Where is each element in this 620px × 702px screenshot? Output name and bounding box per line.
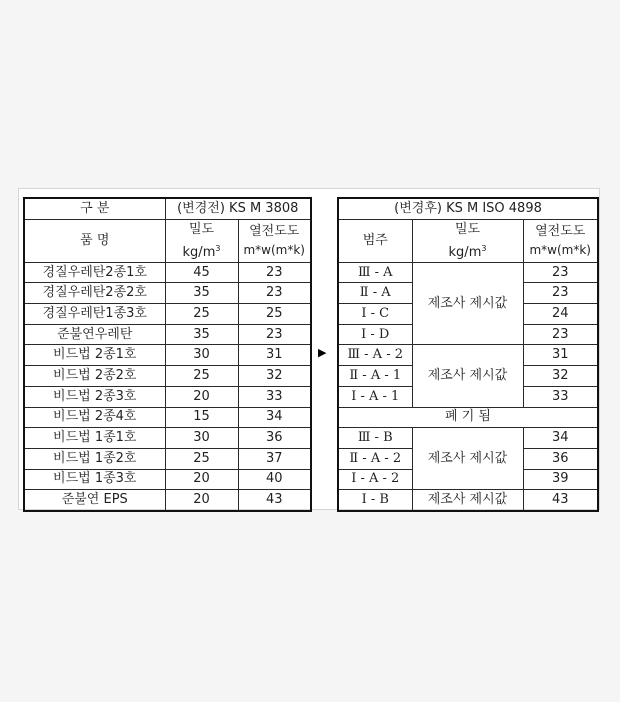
before-table	[23, 197, 312, 512]
table-row: Ⅱ - A - 2 36	[338, 448, 598, 469]
arrow-right-icon: ▶	[318, 346, 327, 359]
col-density: 밀도 $kg/m^3$	[165, 219, 238, 262]
table-row: Ⅰ - B 제조사 제시값 43	[338, 490, 598, 511]
table-row: Ⅰ - A - 1 33	[338, 386, 598, 407]
table-row: Ⅱ - A - 1 32	[338, 366, 598, 387]
table-row: 비드법 2종3호 20 33	[24, 386, 311, 407]
table-row: 경질우레탄2종2호 35 23	[24, 283, 311, 304]
table-row: Ⅲ - A 제조사 제시값 23	[338, 262, 598, 283]
table-row: 비드법 2종4호 15 34	[24, 407, 311, 428]
manufacturer-value: 제조사 제시값	[412, 345, 523, 407]
table-row: Ⅰ - A - 2 39	[338, 469, 598, 490]
col-product-name: 품 명	[24, 219, 165, 262]
header-group: 구 분	[24, 198, 165, 219]
manufacturer-value: 제조사 제시값	[412, 428, 523, 490]
table-row: Ⅲ - A - 2 제조사 제시값 31	[338, 345, 598, 366]
table-row: 비드법 1종2호 25 37	[24, 448, 311, 469]
table-row: Ⅲ - B 제조사 제시값 34	[338, 428, 598, 449]
table-row: 비드법 1종1호 30 36	[24, 428, 311, 449]
table-row: 경질우레탄2종1호 45 23	[24, 262, 311, 283]
table-row: 준불연 EPS 20 43	[24, 490, 311, 511]
table-row: 비드법 2종1호 30 31	[24, 345, 311, 366]
manufacturer-value: 제조사 제시값	[412, 262, 523, 345]
table-row: 준불연우레탄 35 23	[24, 324, 311, 345]
table-row: Ⅱ - A 23	[338, 283, 598, 304]
abolished-label: 폐 기 됨	[338, 407, 598, 428]
table-row: 비드법 1종3호 20 40	[24, 469, 311, 490]
table-row: Ⅰ - D 23	[338, 324, 598, 345]
table-row	[338, 407, 598, 428]
col-conductivity: 열전도도 m*w(m*k)	[238, 219, 311, 262]
manufacturer-value: 제조사 제시값	[412, 490, 523, 511]
table-row: Ⅰ - C 24	[338, 304, 598, 325]
col-density: 밀도 $kg/m^3$	[412, 219, 523, 262]
table-row: 경질우레탄1종3호 25 25	[24, 304, 311, 325]
before-standard-title: (변경전) KS M 3808	[165, 198, 311, 219]
after-table	[337, 197, 599, 512]
after-standard-title: (변경후) KS M ISO 4898	[338, 198, 598, 219]
col-conductivity: 열전도도 m*w(m*k)	[523, 219, 598, 262]
table-row: 비드법 2종2호 25 32	[24, 366, 311, 387]
col-category: 범주	[338, 219, 412, 262]
table-image-frame	[18, 188, 600, 510]
